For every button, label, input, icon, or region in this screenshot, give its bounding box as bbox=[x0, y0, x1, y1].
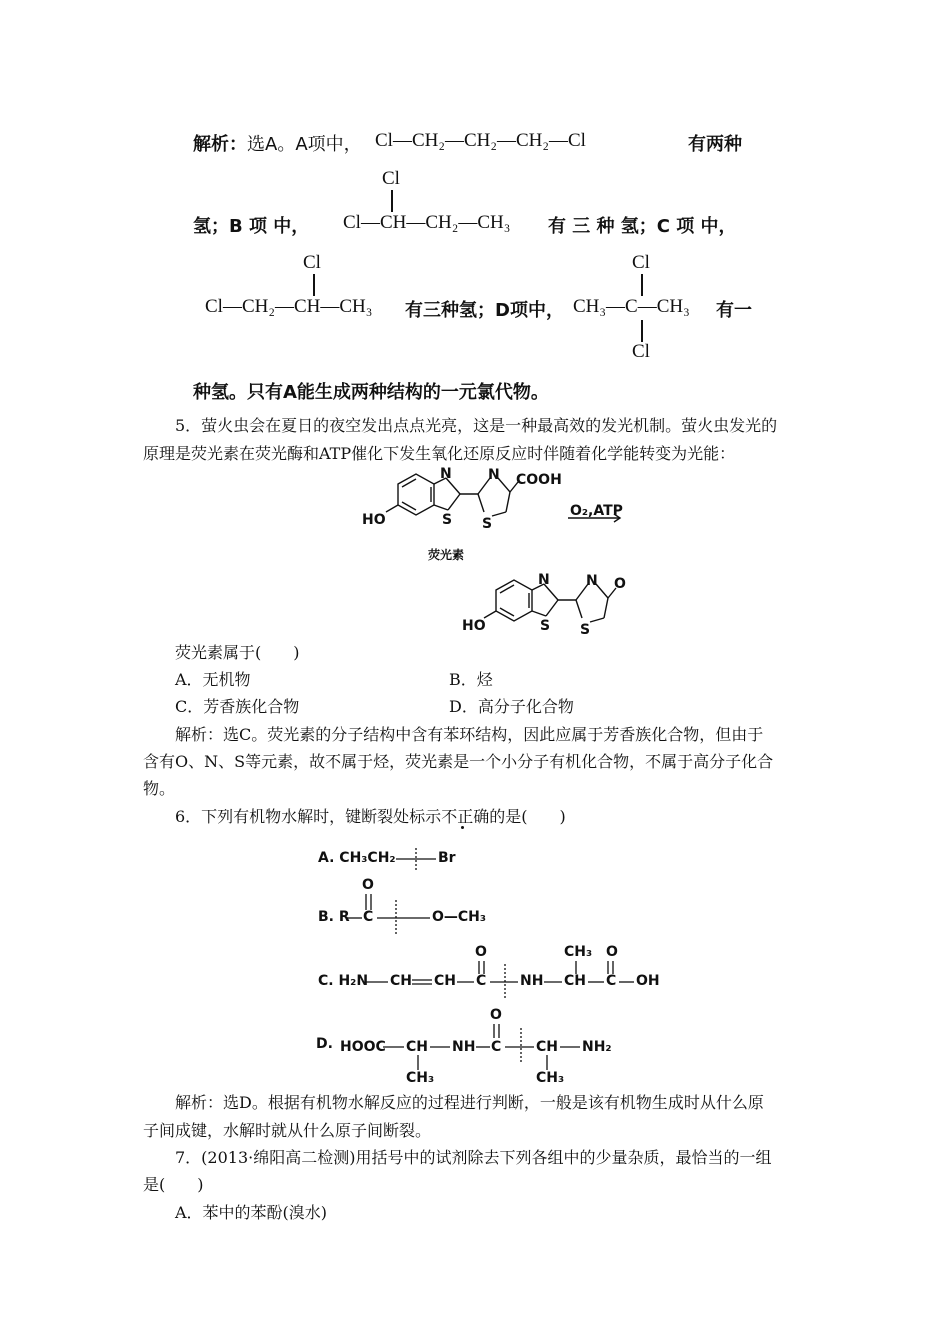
atom-nh: NH bbox=[452, 1039, 476, 1055]
atom-nh: NH bbox=[520, 973, 544, 989]
q6-option-b: B. R bbox=[318, 909, 350, 925]
formula-b: Cl—CH—CH₂—CH₃ bbox=[343, 212, 511, 233]
atom-o: O bbox=[475, 944, 487, 960]
atom-o: O bbox=[614, 576, 626, 592]
q6-analysis: 解析：选D。根据有机物水解反应的过程进行判断，一般是该有机物生成时从什么原 bbox=[175, 1093, 764, 1112]
q6-stem: 6．下列有机物水解时，键断裂处标示不正确的是( ) bbox=[175, 807, 566, 826]
analysis-text: 有一 bbox=[716, 300, 752, 321]
atom-o-ch3: O—CH₃ bbox=[432, 909, 487, 925]
atom-s: S bbox=[580, 622, 591, 638]
analysis-lead: 解析：选A。A项中， bbox=[193, 134, 362, 155]
atom-ch3: CH₃ bbox=[406, 1070, 435, 1086]
q6-option-a: A. CH₃CH₂ bbox=[318, 850, 396, 866]
q5-option-a: A．无机物 bbox=[175, 670, 251, 689]
atom-n: N bbox=[586, 573, 598, 589]
analysis-text: 有三种氢；D项中， bbox=[405, 300, 564, 321]
atom-nh2: NH₂ bbox=[582, 1039, 612, 1055]
substituent-cl: Cl bbox=[632, 341, 650, 362]
analysis-text: 有两种 bbox=[688, 134, 742, 155]
q5-option-b: B．烃 bbox=[449, 670, 493, 689]
q6-analysis: 子间成键，水解时就从什么原子间断裂。 bbox=[143, 1121, 432, 1140]
formula-c: Cl—CH₂—CH—CH₃ bbox=[205, 296, 373, 317]
atom-ch3: CH₃ bbox=[564, 944, 593, 960]
formula-d: CH₃—C—CH₃ bbox=[573, 296, 690, 317]
analysis-text: 有 三 种 氢；C 项 中， bbox=[548, 216, 737, 237]
atom-ch: CH bbox=[390, 973, 412, 989]
atom-c: C bbox=[491, 1039, 502, 1055]
q7-stem: 是( ) bbox=[143, 1175, 204, 1194]
formula-a: Cl—CH₂—CH₂—CH₂—Cl bbox=[375, 130, 586, 151]
q6-option-d-label: D. bbox=[316, 1036, 333, 1052]
atom-hooc: HOOC bbox=[340, 1039, 386, 1055]
luciferin-label: 荧光素 bbox=[428, 548, 465, 562]
atom-s: S bbox=[540, 618, 551, 634]
q5-analysis: 解析：选C。荧光素的分子结构中含有苯环结构，因此应属于芳香族化合物，但由于 bbox=[175, 725, 764, 744]
q5-option-d: D．高分子化合物 bbox=[449, 697, 574, 716]
atom-ch: CH bbox=[406, 1039, 428, 1055]
atom-ch: CH bbox=[536, 1039, 558, 1055]
q5-analysis: 含有O、N、S等元素，故不属于烃，荧光素是一个小分子有机化合物，不属于高分子化合 bbox=[143, 752, 774, 771]
q7-option-a: A．苯中的苯酚(溴水) bbox=[175, 1203, 328, 1222]
atom-br: Br bbox=[438, 850, 456, 866]
analysis-text: 氢；B 项 中， bbox=[193, 216, 310, 237]
analysis-conclusion: 种氢。只有A能生成两种结构的一元氯代物。 bbox=[193, 382, 549, 403]
atom-n: N bbox=[488, 467, 500, 483]
atom-ch3: CH₃ bbox=[536, 1070, 565, 1086]
atom-n: N bbox=[440, 466, 452, 482]
q5-analysis: 物。 bbox=[143, 779, 176, 798]
substituent-cl: Cl bbox=[632, 252, 650, 273]
atom-c: C bbox=[606, 973, 617, 989]
atom-o: O bbox=[362, 877, 374, 893]
atom-ch: CH bbox=[564, 973, 586, 989]
atom-o: O bbox=[606, 944, 618, 960]
q6-option-c: C. H₂N bbox=[318, 973, 369, 989]
atom-oh: OH bbox=[636, 973, 660, 989]
atom-ho: HO bbox=[462, 618, 486, 634]
atom-n: N bbox=[538, 572, 550, 588]
atom-c: C bbox=[476, 973, 487, 989]
atom-s: S bbox=[442, 512, 453, 528]
atom-ho: HO bbox=[362, 512, 386, 528]
substituent-cl: Cl bbox=[303, 252, 321, 273]
atom-c: C bbox=[363, 909, 374, 925]
q7-stem: 7．(2013·绵阳高二检测)用括号中的试剂除去下列各组中的少量杂质，最恰当的一组 bbox=[175, 1148, 772, 1167]
atom-s: S bbox=[482, 516, 493, 532]
q5-stem: 原理是荧光素在荧光酶和ATP催化下发生氧化还原反应时伴随着化学能转变为光能： bbox=[143, 444, 736, 463]
atom-cooh: COOH bbox=[516, 472, 562, 488]
q5-stem: 5．萤火虫会在夏日的夜空发出点点光亮，这是一种最高效的发光机制。萤火虫发光的 bbox=[175, 416, 778, 435]
q5-option-c: C．芳香族化合物 bbox=[175, 697, 300, 716]
q5-question: 荧光素属于( ) bbox=[175, 643, 300, 662]
atom-o: O bbox=[490, 1007, 502, 1023]
substituent-cl: Cl bbox=[382, 168, 400, 189]
atom-ch: CH bbox=[434, 973, 456, 989]
arrow-label: O₂,ATP bbox=[570, 503, 623, 519]
